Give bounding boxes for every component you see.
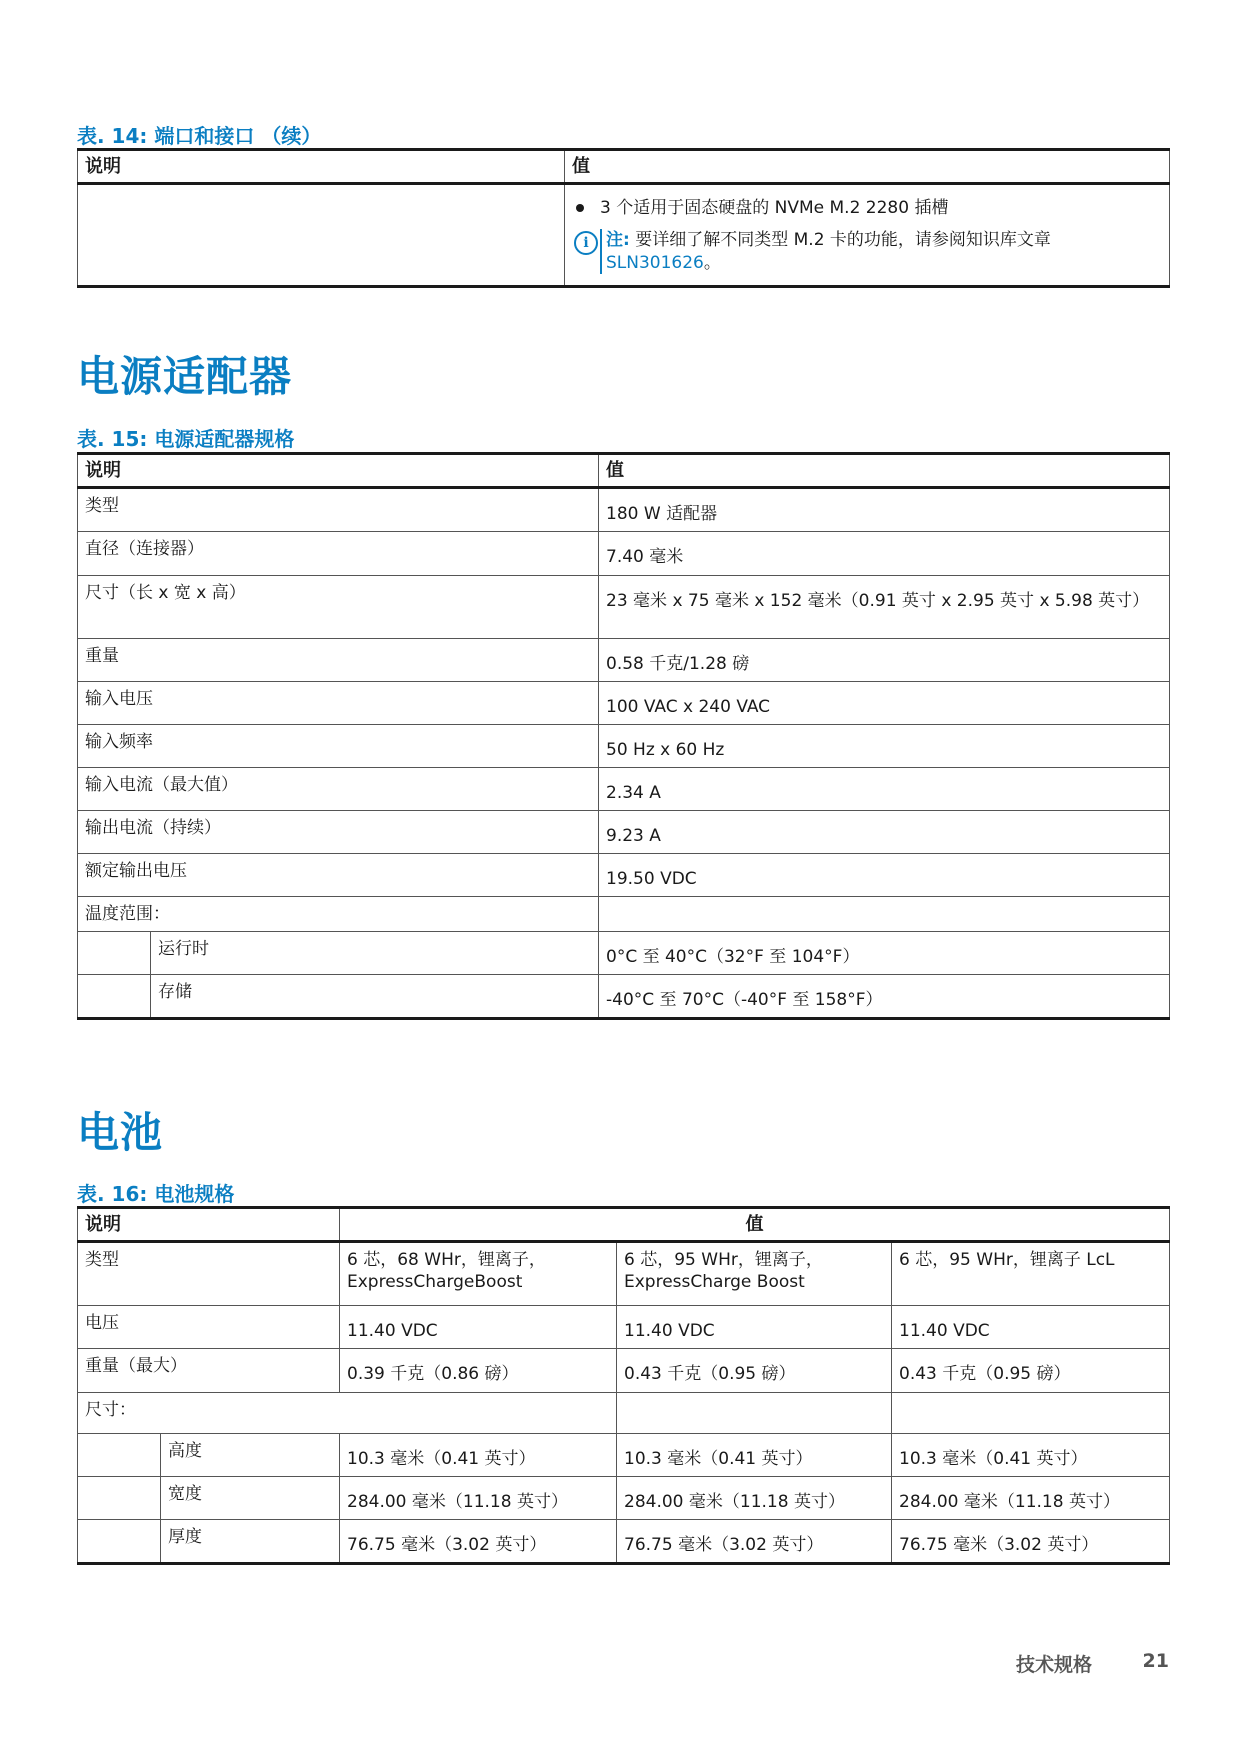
row-value: 6 芯，68 WHr，锂离子，ExpressChargeBoost [340,1242,617,1306]
row-label: 尺寸： [78,1392,617,1433]
kb-article-link[interactable]: SLN301626 [606,252,704,273]
row-label: 输入电压 [78,681,599,724]
row-value: 6 芯，95 WHr，锂离子，ExpressCharge Boost [617,1242,892,1306]
note-text: 要详细了解不同类型 M.2 卡的功能，请参阅知识库文章 [629,230,1051,251]
table-row [78,184,1170,287]
table16-caption: 表. 16: 电池规格 [77,1182,235,1206]
note-box [572,229,1162,273]
col-description: 说明 [78,150,565,184]
row-value: 0.58 千克/1.28 磅 [599,638,1170,681]
row-label: 重量（最大） [78,1349,340,1392]
table-row [78,1392,1170,1433]
note-end: 。 [703,252,721,273]
row-label: 额定输出电压 [78,854,599,897]
table-row [78,767,1170,810]
table15-caption: 表. 15: 电源适配器规格 [77,427,295,451]
table-row [78,897,1170,932]
col-description: 说明 [78,1208,340,1242]
col-description: 说明 [78,454,599,488]
row-sublabel: 高度 [161,1433,340,1476]
row-value: 11.40 VDC [340,1306,617,1349]
footer-section-label: 技术规格 [1015,1654,1092,1676]
row-value: 0°C 至 40°C（32°F 至 104°F） [599,932,1170,975]
row-label: 输出电流（持续） [78,810,599,853]
battery-table [77,1206,1170,1565]
row-label: 重量 [78,638,599,681]
table-row [78,532,1170,575]
table-row [78,810,1170,853]
table-row [78,932,1170,975]
row-value: 76.75 毫米（3.02 英寸） [340,1519,617,1563]
row-value: 100 VAC x 240 VAC [599,681,1170,724]
row-sublabel: 宽度 [161,1476,340,1519]
row-sublabel: 厚度 [161,1519,340,1563]
table-row [78,1242,1170,1306]
row-sublabel: 运行时 [151,932,599,975]
row-value [892,1392,1170,1433]
row-value: 0.39 千克（0.86 磅） [340,1349,617,1392]
row-value: 23 毫米 x 75 毫米 x 152 毫米（0.91 英寸 x 2.95 英寸 x 5.98 英寸） [599,575,1170,638]
indent-cell [78,932,151,975]
row-label: 电压 [78,1306,340,1349]
table14-caption: 表. 14: 端口和接口 （续） [77,124,322,148]
row-label: 输入频率 [78,724,599,767]
row-value: 11.40 VDC [617,1306,892,1349]
row-value: 284.00 毫米（11.18 英寸） [617,1476,892,1519]
row-value: 2.34 A [599,767,1170,810]
row-value: 9.23 A [599,810,1170,853]
table-row [78,681,1170,724]
indent-cell [78,1476,161,1519]
row-value: 19.50 VDC [599,854,1170,897]
table-row [78,1349,1170,1392]
row-value: 284.00 毫米（11.18 英寸） [892,1476,1170,1519]
table-row [78,1306,1170,1349]
row-value: 10.3 毫米（0.41 英寸） [617,1433,892,1476]
row-value: 76.75 毫米（3.02 英寸） [617,1519,892,1563]
row-value: 284.00 毫米（11.18 英寸） [340,1476,617,1519]
row-value: 76.75 毫米（3.02 英寸） [892,1519,1170,1563]
note-divider [600,229,602,273]
row-value: 50 Hz x 60 Hz [599,724,1170,767]
table-cell [78,184,565,287]
row-label: 尺寸（长 x 宽 x 高） [78,575,599,638]
row-value [617,1392,892,1433]
table-row [78,1433,1170,1476]
row-label: 类型 [78,1242,340,1306]
row-label: 输入电流（最大值） [78,767,599,810]
indent-cell [78,1433,161,1476]
table-row [78,638,1170,681]
col-value: 值 [340,1208,1170,1242]
indent-cell [78,1519,161,1563]
info-icon: i [574,231,598,255]
col-value: 值 [599,454,1170,488]
table-row [78,854,1170,897]
table-row [78,488,1170,532]
table-cell [565,184,1170,287]
row-value: 7.40 毫米 [599,532,1170,575]
row-sublabel: 存储 [151,975,599,1019]
row-value: 180 W 适配器 [599,488,1170,532]
page-number: 21 [1142,1650,1169,1672]
table-row [78,975,1170,1019]
list-item-text: 3 个适用于固态硬盘的 NVMe M.2 2280 插槽 [600,198,949,219]
section-heading-battery: 电池 [77,1108,164,1157]
row-value: 0.43 千克（0.95 磅） [892,1349,1170,1392]
ports-table [77,148,1170,288]
row-label: 直径（连接器） [78,532,599,575]
row-value: 6 芯，95 WHr，锂离子 LcL [892,1242,1170,1306]
section-heading-power-adapter: 电源适配器 [77,352,293,401]
row-value: 10.3 毫米（0.41 英寸） [340,1433,617,1476]
note-label: 注: [606,230,630,251]
row-label: 温度范围： [78,897,599,932]
list-item [572,197,1162,219]
row-label: 类型 [78,488,599,532]
table-row [78,1519,1170,1563]
table-row [78,575,1170,638]
row-value: 11.40 VDC [892,1306,1170,1349]
row-value: -40°C 至 70°C（-40°F 至 158°F） [599,975,1170,1019]
table-row [78,1476,1170,1519]
bullet-icon [576,204,584,212]
row-value [599,897,1170,932]
indent-cell [78,975,151,1019]
row-value: 10.3 毫米（0.41 英寸） [892,1433,1170,1476]
power-adapter-table [77,452,1170,1020]
row-value: 0.43 千克（0.95 磅） [617,1349,892,1392]
col-value: 值 [565,150,1170,184]
table-row [78,724,1170,767]
